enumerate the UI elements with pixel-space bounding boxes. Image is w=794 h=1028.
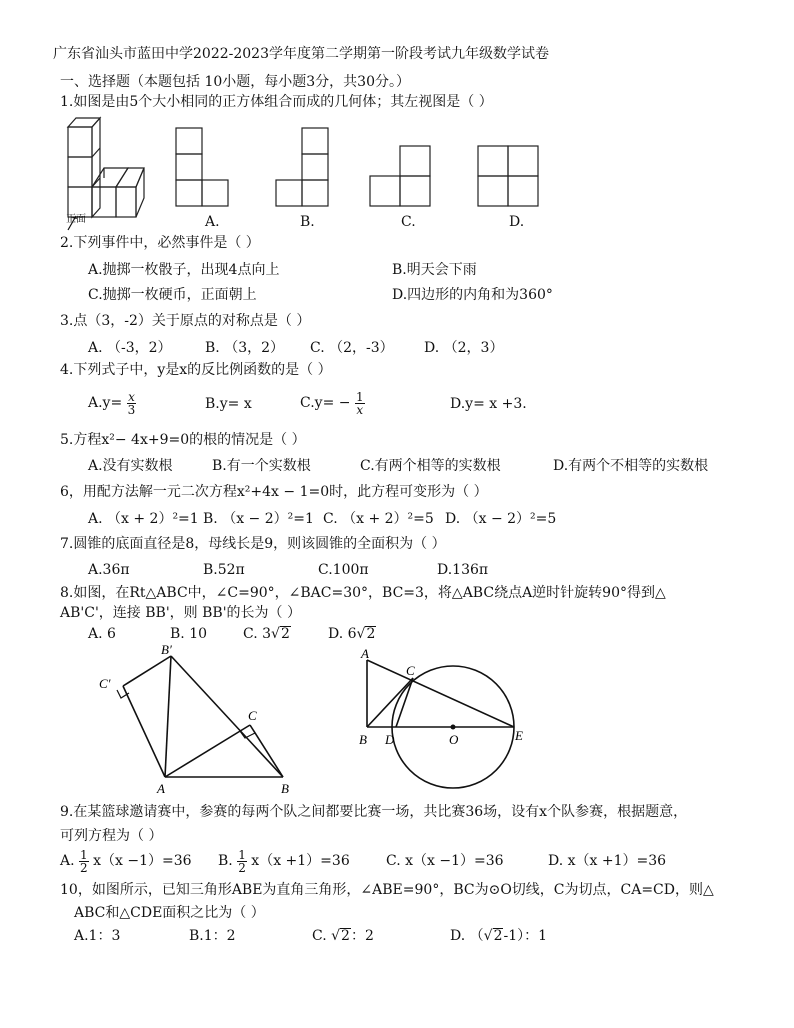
- sqrt-icon: √: [356, 626, 366, 642]
- q2-option-d[interactable]: D.四边形的内角和为360°: [392, 287, 553, 303]
- fig8-label-b-prime: B′: [161, 642, 172, 657]
- q8-figure: [95, 640, 310, 800]
- fig8-label-c: C: [248, 708, 257, 723]
- q4-option-c-prefix: C.y= −: [300, 395, 355, 411]
- q9-option-a-fraction: $\frac{1}{2}$: [80, 847, 88, 875]
- q7-option-c[interactable]: C.100π: [318, 562, 369, 578]
- q7-option-d[interactable]: D.136π: [437, 562, 489, 578]
- q1-front-label: 正面: [66, 214, 86, 225]
- q8-option-c-prefix: C. 3: [243, 626, 272, 642]
- q7-option-b[interactable]: B.52π: [203, 562, 245, 578]
- q10-option-a[interactable]: A.1：3: [74, 928, 121, 944]
- q2-option-b[interactable]: B.明天会下雨: [392, 262, 477, 278]
- q10-option-d-radicand: 2: [493, 928, 503, 944]
- q9-option-b-text: x（x +1）=36: [251, 853, 350, 869]
- q9-option-a-prefix: A.: [60, 853, 80, 869]
- q8-option-b[interactable]: B. 10: [170, 626, 208, 642]
- q9-stem-line2: 可列方程为（ ）: [60, 828, 163, 844]
- q8-option-d-radicand: 2: [366, 626, 376, 642]
- q9-option-d[interactable]: D. x（x +1）=36: [548, 853, 667, 869]
- fig8-label-b: B: [281, 781, 289, 796]
- exam-title: 广东省汕头市蓝田中学2022-2023学年度第二学期第一阶段考试九年级数学试卷: [53, 46, 549, 62]
- fig10-label-o: O: [449, 732, 459, 747]
- q5-option-c[interactable]: C.有两个相等的实数根: [360, 458, 501, 474]
- q3-option-a[interactable]: A. （-3，2）: [88, 340, 172, 356]
- section-heading: 一、选择题（本题包括 10小题，每小题3分，共30分。）: [60, 74, 410, 90]
- sqrt-icon: √: [271, 626, 280, 642]
- q7-stem: 7.圆锥的底面直径是8，母线长是9，则该圆锥的全面积为（ ）: [60, 536, 446, 552]
- q8-stem-line2: AB'C'，连接 BB'，则 BB'的长为（ ）: [60, 605, 302, 621]
- q1-option-d-view: [478, 146, 558, 210]
- q9-option-b-prefix: B.: [218, 853, 238, 869]
- q1-stem: 1.如图是由5个大小相同的正方体组合而成的几何体；其左视图是（ ）: [60, 94, 493, 110]
- q10-option-c-radicand: 2: [341, 928, 350, 944]
- q6-stem: 6，用配方法解一元二次方程x²+4x − 1=0时，此方程可变形为（ ）: [60, 484, 488, 500]
- q3-option-d[interactable]: D. （2，3）: [424, 340, 504, 356]
- q1-option-c-view: [370, 146, 460, 210]
- q4-option-c[interactable]: [300, 388, 365, 418]
- q2-stem: 2.下列事件中，必然事件是（ ）: [60, 235, 260, 251]
- q5-option-d[interactable]: D.有两个不相等的实数根: [553, 458, 709, 474]
- q4-option-a-fraction: $\frac{x}{3}$: [127, 389, 136, 417]
- q1-option-c[interactable]: C.: [401, 214, 416, 230]
- q10-figure: [355, 640, 545, 790]
- q10-stem-line2: ABC和△CDE面积之比为（ ）: [74, 905, 265, 921]
- q1-option-b-view: [276, 128, 336, 210]
- fig10-label-a: A: [361, 646, 369, 661]
- q1-option-b[interactable]: B.: [300, 214, 315, 230]
- q6-option-b[interactable]: B. （x − 2）²=1: [203, 511, 314, 527]
- q10-option-b[interactable]: B.1：2: [189, 928, 236, 944]
- q1-option-d[interactable]: D.: [509, 214, 525, 230]
- q5-option-b[interactable]: B.有一个实数根: [212, 458, 311, 474]
- sqrt-icon: √: [483, 928, 493, 944]
- q10-option-d-prefix: D. （: [450, 928, 484, 944]
- q4-option-a[interactable]: [88, 388, 136, 418]
- q6-option-c[interactable]: C. （x + 2）²=5: [323, 511, 434, 527]
- q10-option-d-text: -1）：1: [503, 928, 548, 944]
- q10-option-d[interactable]: [450, 926, 547, 946]
- q8-stem-line1: 8.如图，在Rt△ABC中，∠C=90°，∠BAC=30°，BC=3，将△ABC绕点A逆时针旋转90°得到△: [60, 585, 666, 601]
- q10-option-c[interactable]: [312, 926, 374, 946]
- q3-stem: 3.点（3，-2）关于原点的对称点是（ ）: [60, 313, 311, 329]
- fig10-label-c: C: [406, 663, 415, 678]
- q9-option-a[interactable]: [60, 846, 192, 876]
- q9-option-b[interactable]: [218, 846, 350, 876]
- q8-option-d-prefix: D. 6: [328, 626, 357, 642]
- q4-option-a-prefix: A.y=: [88, 395, 127, 411]
- q6-option-a[interactable]: A. （x + 2）²=1: [88, 511, 199, 527]
- q9-option-b-fraction: $\frac{1}{2}$: [238, 847, 246, 875]
- q2-option-a[interactable]: A.抛掷一枚骰子，出现4点向上: [88, 262, 280, 278]
- fig8-label-c-prime: C′: [99, 676, 111, 691]
- q6-option-d[interactable]: D. （x − 2）²=5: [445, 511, 557, 527]
- center-point: [451, 725, 456, 730]
- q4-option-c-fraction: $\frac{1}{x}$: [355, 389, 364, 417]
- q8-option-a[interactable]: A. 6: [88, 626, 116, 642]
- q9-option-a-text: x（x −1）=36: [93, 853, 192, 869]
- q1-option-a-view: [176, 128, 236, 210]
- q2-option-c[interactable]: C.抛掷一枚硬币，正面朝上: [88, 287, 257, 303]
- fig8-label-a: A: [157, 781, 165, 796]
- q4-option-d[interactable]: D.y= x +3.: [450, 396, 527, 412]
- q5-stem: 5.方程x²− 4x+9=0的根的情况是（ ）: [60, 432, 306, 448]
- q10-stem-line1: 10，如图所示，已知三角形ABE为直角三角形，∠ABE=90°，BC为⊙O切线，C为切点，CA=CD，则△: [60, 882, 714, 898]
- q10-option-c-text: ：2: [350, 928, 374, 944]
- q5-option-a[interactable]: A.没有实数根: [88, 458, 173, 474]
- q9-stem-line1: 9.在某篮球邀请赛中，参赛的每两个队之间都要比赛一场，共比赛36场，设有x个队参赛，根据题意，: [60, 804, 688, 820]
- sqrt-icon: √: [331, 928, 341, 944]
- q8-option-c-radicand: 2: [280, 626, 290, 642]
- q3-option-c[interactable]: C. （2，-3）: [310, 340, 394, 356]
- q9-option-c[interactable]: C. x（x −1）=36: [386, 853, 504, 869]
- fig10-label-e: E: [515, 728, 523, 743]
- q4-stem: 4.下列式子中，y是x的反比例函数的是（ ）: [60, 362, 332, 378]
- q3-option-b[interactable]: B. （3，2）: [205, 340, 285, 356]
- q4-option-b[interactable]: B.y= x: [205, 396, 252, 412]
- q10-option-c-prefix: C.: [312, 928, 332, 944]
- fig10-label-d: D: [385, 732, 395, 747]
- q7-option-a[interactable]: A.36π: [88, 562, 130, 578]
- q1-option-a[interactable]: A.: [205, 214, 220, 230]
- fig10-label-b: B: [359, 732, 367, 747]
